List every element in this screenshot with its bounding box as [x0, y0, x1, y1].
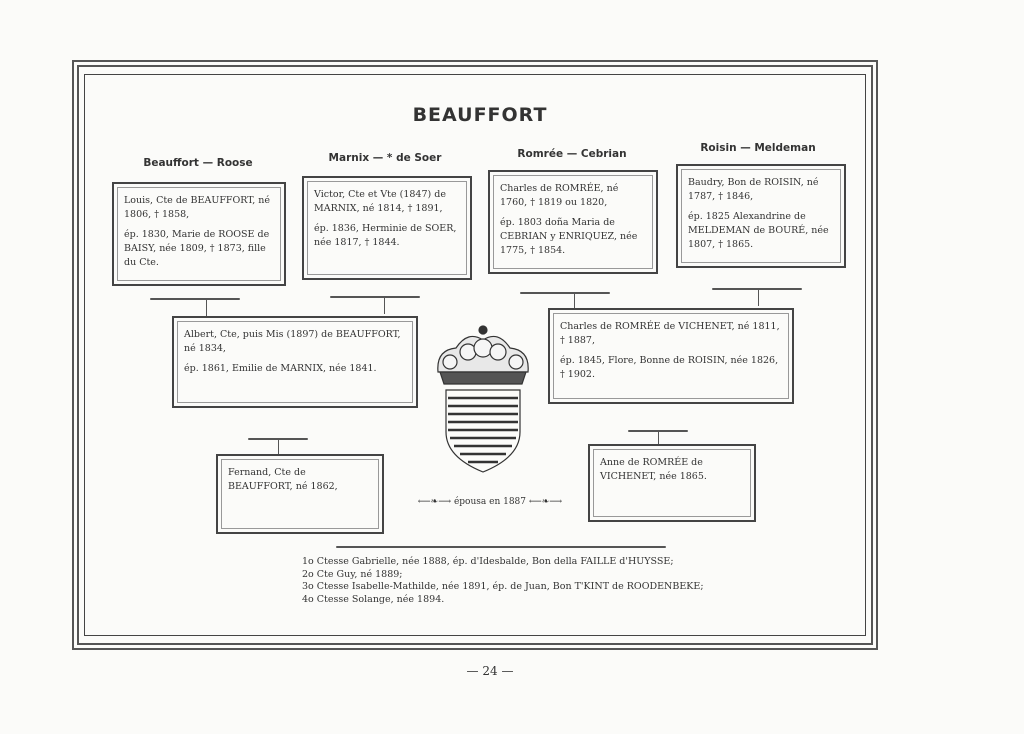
box-marnix-soer	[302, 176, 472, 280]
marriage-line: ép. 1803 doña Maria de CEBRIAN y ENRIQUEZ, née 1775, † 1854.	[500, 217, 638, 256]
connector-line	[206, 300, 207, 316]
person-line: Anne de ROMRÉE de VICHENET, née 1865.	[600, 457, 707, 482]
children-divider	[336, 546, 666, 548]
person-line: Louis, Cte de BEAUFFORT, né 1806, † 1858,	[124, 195, 271, 220]
page-title: BEAUFFORT	[412, 104, 548, 126]
marriage-line: ép. 1825 Alexandrine de MELDEMAN de BOURÉ, née 1807, † 1865.	[688, 211, 829, 250]
coat-of-arms-icon	[428, 322, 538, 482]
header-roisin-meldeman: Roisin — Meldeman	[700, 142, 816, 154]
marriage-line: ép. 1845, Flore, Bonne de ROISIN, née 1826, † 1902.	[560, 355, 779, 380]
ornamental-divider	[712, 288, 802, 290]
header-beauffort-roose: Beauffort — Roose	[143, 157, 253, 169]
box-albert-beauffort	[172, 316, 418, 408]
box-romree-cebrian	[488, 170, 658, 274]
marriage-line: ép. 1836, Herminie de SOER, née 1817, † 1844.	[314, 223, 457, 248]
person-line: Charles de ROMRÉE de VICHENET, né 1811, † 1887,	[560, 321, 780, 346]
married-caption: ⟵❧⟶ épousa en 1887 ⟵❧⟶	[417, 497, 563, 507]
child-item: 1o Ctesse Gabrielle, née 1888, ép. d'Idesbalde, Bon della FAILLE d'HUYSSE;	[302, 556, 674, 567]
child-item: 2o Cte Guy, né 1889;	[302, 568, 403, 580]
box-fernand-beauffort	[216, 454, 384, 534]
ornamental-divider	[520, 292, 610, 294]
ornamental-divider	[330, 296, 420, 298]
person-line: Albert, Cte, puis Mis (1897) de BEAUFFORT, né 1834,	[184, 329, 401, 354]
ornamental-divider	[150, 298, 240, 300]
connector-line	[278, 440, 279, 454]
box-roisin-meldeman	[676, 164, 846, 268]
connector-line	[758, 290, 759, 306]
person-line: Victor, Cte et Vte (1847) de MARNIX, né 1814, † 1891,	[314, 189, 446, 214]
person-line: Charles de ROMRÉE, né 1760, † 1819 ou 1820,	[500, 183, 619, 208]
person-line: Baudry, Bon de ROISIN, né 1787, † 1846,	[688, 177, 819, 202]
box-charles-romree-vichenet	[548, 308, 794, 404]
connector-line	[384, 298, 385, 314]
child-item: 3o Ctesse Isabelle-Mathilde, née 1891, ép. de Juan, Bon T'KINT de ROODENBEKE;	[302, 581, 704, 592]
child-item: 4o Ctesse Solange, née 1894.	[302, 593, 445, 605]
page-number: — 24 —	[466, 664, 514, 678]
box-beauffort-roose	[112, 182, 286, 286]
marriage-line: ép. 1861, Emilie de MARNIX, née 1841.	[184, 363, 377, 374]
marriage-line: ép. 1830, Marie de ROOSE de BAISY, née 1809, † 1873, fille du Cte.	[124, 229, 270, 268]
connector-line	[658, 432, 659, 444]
box-anne-romree-vichenet	[588, 444, 756, 522]
person-line: Fernand, Cte de BEAUFFORT, né 1862,	[228, 467, 338, 492]
header-romree-cebrian: Romrée — Cebrian	[517, 148, 627, 160]
children-list	[302, 556, 704, 606]
header-marnix-soer: Marnix — * de Soer	[328, 152, 442, 164]
